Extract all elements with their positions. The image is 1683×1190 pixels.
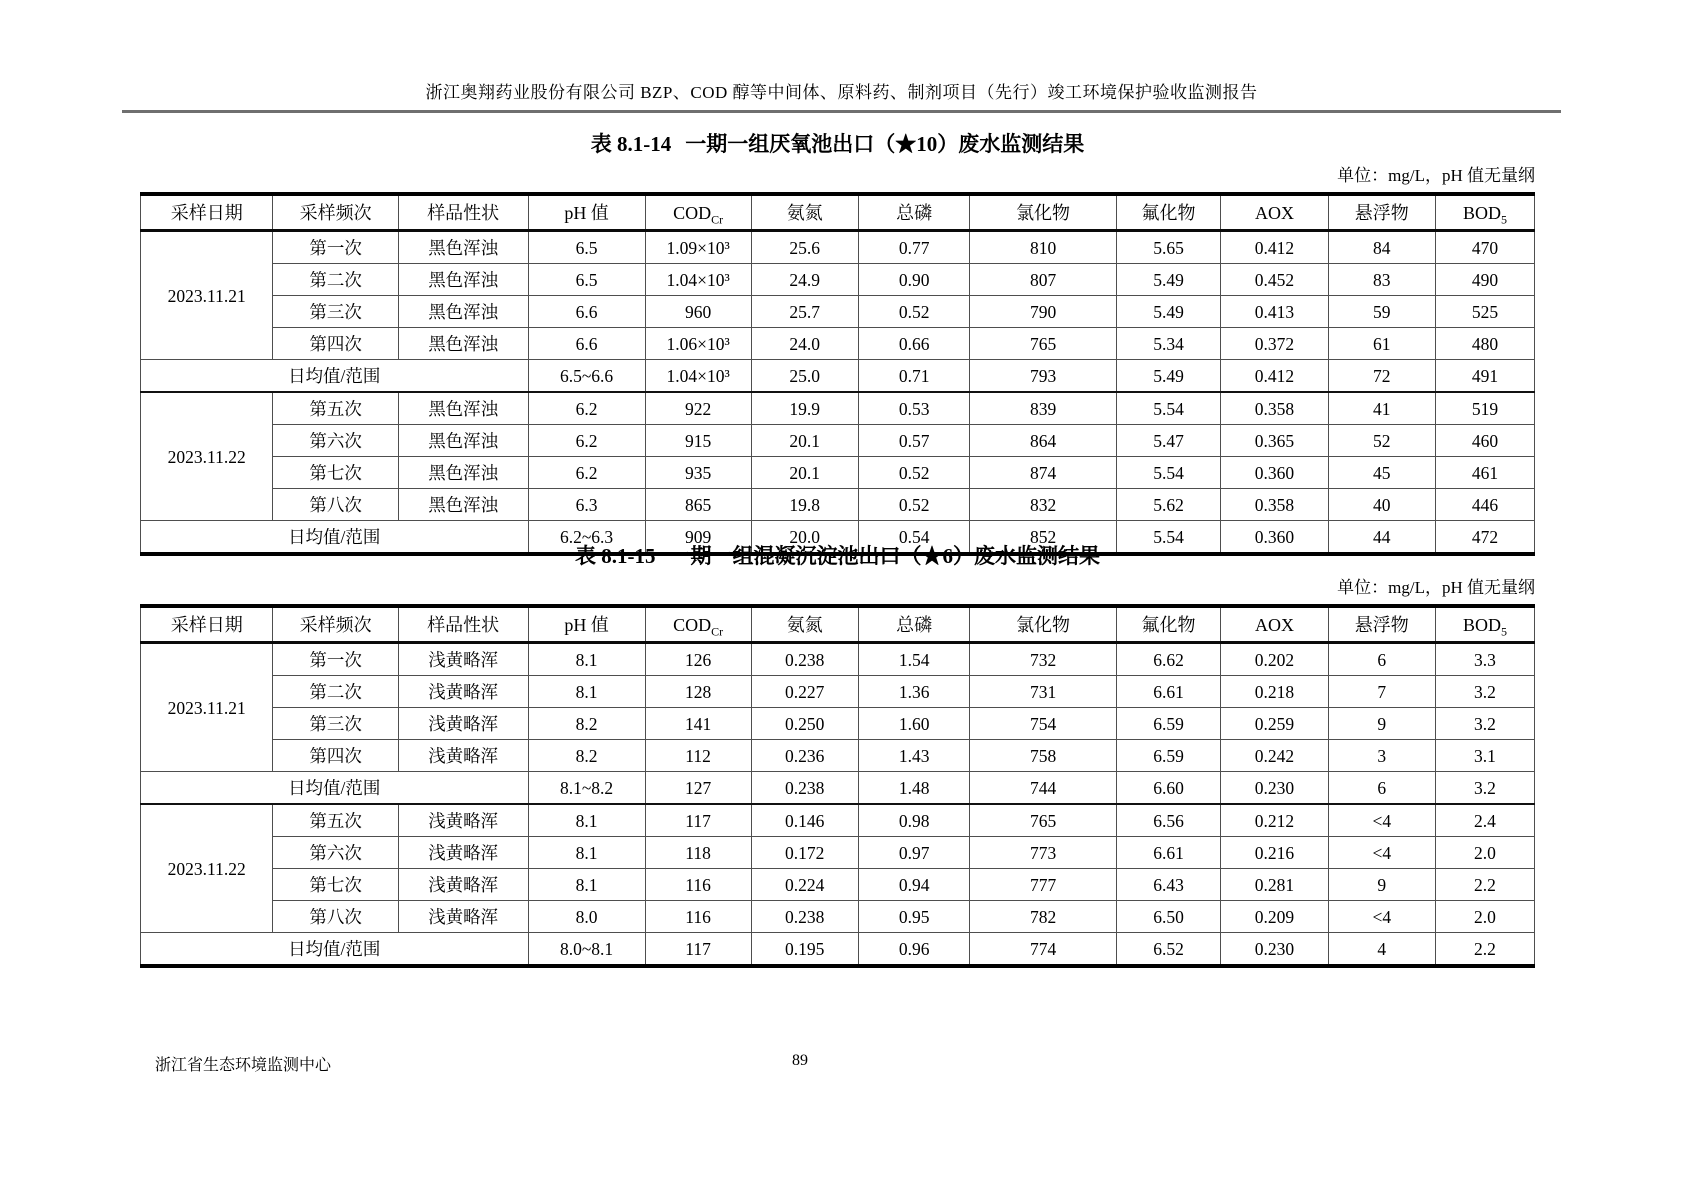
value-cell: 5.54 <box>1116 392 1221 425</box>
value-cell: 0.96 <box>858 933 970 967</box>
table-row <box>141 425 1535 457</box>
value-cell: 765 <box>970 804 1116 837</box>
value-cell: 0.77 <box>858 231 970 264</box>
table-row <box>141 264 1535 296</box>
value-cell: <4 <box>1328 804 1435 837</box>
value-cell: 1.43 <box>858 740 970 772</box>
value-cell: 112 <box>645 740 751 772</box>
value-cell: 8.2 <box>528 708 645 740</box>
value-cell: 40 <box>1328 489 1435 521</box>
table-header-row <box>141 606 1535 643</box>
table-title <box>140 131 1535 157</box>
value-cell: 8.0~8.1 <box>528 933 645 967</box>
value-cell: 6.59 <box>1116 708 1221 740</box>
daily-average-row <box>141 772 1535 805</box>
sample-frequency-cell: 第三次 <box>273 296 398 328</box>
table-row <box>141 231 1535 264</box>
value-cell: 8.1 <box>528 804 645 837</box>
value-cell: 25.6 <box>751 231 858 264</box>
value-cell: 0.413 <box>1221 296 1328 328</box>
value-cell: 44 <box>1328 521 1435 555</box>
value-cell: 5.54 <box>1116 521 1221 555</box>
column-header: $COD_{Cr}$ <box>645 194 751 231</box>
table-title-text: 一期一组混凝沉淀池出口（★6）废水监测结果 <box>669 544 1100 568</box>
value-cell: 0.360 <box>1221 457 1328 489</box>
page-number: 89 <box>792 1052 808 1069</box>
footer-organization: 浙江省生态环境监测中心 <box>155 1057 332 1074</box>
column-header: 采样日期 <box>141 606 273 643</box>
value-cell: 491 <box>1435 360 1534 393</box>
value-cell: 5.49 <box>1116 296 1221 328</box>
value-cell: 790 <box>970 296 1116 328</box>
column-header: 采样日期 <box>141 194 273 231</box>
column-header: 氯化物 <box>970 194 1116 231</box>
value-cell: 1.48 <box>858 772 970 805</box>
value-cell: 24.0 <box>751 328 858 360</box>
value-cell: 0.412 <box>1221 360 1328 393</box>
value-cell: 41 <box>1328 392 1435 425</box>
value-cell: 960 <box>645 296 751 328</box>
value-cell: 832 <box>970 489 1116 521</box>
value-cell: 5.34 <box>1116 328 1221 360</box>
value-cell: 874 <box>970 457 1116 489</box>
sample-frequency-cell: 第二次 <box>273 264 398 296</box>
value-cell: 84 <box>1328 231 1435 264</box>
value-cell: 852 <box>970 521 1116 555</box>
sample-appearance-cell: 黑色浑浊 <box>398 264 528 296</box>
value-cell: 472 <box>1435 521 1534 555</box>
value-cell: 6.52 <box>1116 933 1221 967</box>
value-cell: 9 <box>1328 869 1435 901</box>
value-cell: 0.236 <box>751 740 858 772</box>
value-cell: 519 <box>1435 392 1534 425</box>
sample-date-cell: 2023.11.21 <box>141 643 273 772</box>
value-cell: 0.216 <box>1221 837 1328 869</box>
value-cell: 0.238 <box>751 643 858 676</box>
column-header: 总磷 <box>858 606 970 643</box>
value-cell: 0.202 <box>1221 643 1328 676</box>
value-cell: 0.52 <box>858 296 970 328</box>
value-cell: 0.452 <box>1221 264 1328 296</box>
value-cell: 490 <box>1435 264 1534 296</box>
daily-average-row <box>141 360 1535 393</box>
value-cell: 807 <box>970 264 1116 296</box>
value-cell: 754 <box>970 708 1116 740</box>
value-cell: 116 <box>645 869 751 901</box>
value-cell: 480 <box>1435 328 1534 360</box>
sample-frequency-cell: 第二次 <box>273 676 398 708</box>
value-cell: 128 <box>645 676 751 708</box>
sample-appearance-cell: 黑色浑浊 <box>398 489 528 521</box>
report-header-title: 浙江奥翔药业股份有限公司 BZP、COD 醇等中间体、原料药、制剂项目（先行）竣工环境保护验收监测报告 <box>425 83 1258 102</box>
value-cell: 0.230 <box>1221 933 1328 967</box>
value-cell: 0.250 <box>751 708 858 740</box>
value-cell: 3.3 <box>1435 643 1534 676</box>
value-cell: 8.1 <box>528 643 645 676</box>
sample-appearance-cell: 黑色浑浊 <box>398 328 528 360</box>
value-cell: 460 <box>1435 425 1534 457</box>
sample-frequency-cell: 第四次 <box>273 740 398 772</box>
value-cell: 83 <box>1328 264 1435 296</box>
value-cell: 20.0 <box>751 521 858 555</box>
sample-appearance-cell: 黑色浑浊 <box>398 392 528 425</box>
value-cell: 1.36 <box>858 676 970 708</box>
value-cell: 0.230 <box>1221 772 1328 805</box>
value-cell: 45 <box>1328 457 1435 489</box>
value-cell: 731 <box>970 676 1116 708</box>
value-cell: 0.146 <box>751 804 858 837</box>
column-header: 总磷 <box>858 194 970 231</box>
value-cell: 52 <box>1328 425 1435 457</box>
table-row <box>141 837 1535 869</box>
table-number: 表 8.1-14 <box>590 132 672 156</box>
value-cell: 0.57 <box>858 425 970 457</box>
value-cell: 2.2 <box>1435 933 1534 967</box>
sample-date-cell: 2023.11.22 <box>141 804 273 933</box>
value-cell: 3.2 <box>1435 676 1534 708</box>
value-cell: 6.6 <box>528 296 645 328</box>
sample-frequency-cell: 第四次 <box>273 328 398 360</box>
value-cell: 0.372 <box>1221 328 1328 360</box>
value-cell: 2.2 <box>1435 869 1534 901</box>
value-cell: 2.0 <box>1435 837 1534 869</box>
sample-frequency-cell: 第六次 <box>273 425 398 457</box>
sample-appearance-cell: 浅黄略浑 <box>398 740 528 772</box>
sample-appearance-cell: 浅黄略浑 <box>398 869 528 901</box>
value-cell: 0.242 <box>1221 740 1328 772</box>
column-header: 氨氮 <box>751 194 858 231</box>
value-cell: 8.1 <box>528 837 645 869</box>
header-divider-rule <box>122 110 1561 113</box>
sample-frequency-cell: 第五次 <box>273 392 398 425</box>
value-cell: 922 <box>645 392 751 425</box>
daily-average-label: 日均值/范围 <box>141 360 529 393</box>
sample-appearance-cell: 黑色浑浊 <box>398 231 528 264</box>
value-cell: 5.49 <box>1116 264 1221 296</box>
table-title <box>140 543 1535 569</box>
value-cell: 6.50 <box>1116 901 1221 933</box>
value-cell: 765 <box>970 328 1116 360</box>
value-cell: 9 <box>1328 708 1435 740</box>
value-cell: 0.224 <box>751 869 858 901</box>
value-cell: 1.04×10³ <box>645 360 751 393</box>
column-header: pH 值 <box>528 606 645 643</box>
value-cell: 0.172 <box>751 837 858 869</box>
column-header: 采样频次 <box>273 194 398 231</box>
value-cell: 116 <box>645 901 751 933</box>
value-cell: 141 <box>645 708 751 740</box>
value-cell: 6.43 <box>1116 869 1221 901</box>
column-header: 样品性状 <box>398 194 528 231</box>
value-cell: 8.1 <box>528 676 645 708</box>
value-cell: 5.62 <box>1116 489 1221 521</box>
value-cell: 6.61 <box>1116 676 1221 708</box>
column-header: 氟化物 <box>1116 606 1221 643</box>
daily-average-label: 日均值/范围 <box>141 933 529 967</box>
value-cell: 810 <box>970 231 1116 264</box>
value-cell: 0.52 <box>858 457 970 489</box>
value-cell: 0.71 <box>858 360 970 393</box>
value-cell: 0.238 <box>751 901 858 933</box>
sample-appearance-cell: 黑色浑浊 <box>398 296 528 328</box>
value-cell: 20.1 <box>751 425 858 457</box>
daily-average-label: 日均值/范围 <box>141 772 529 805</box>
sample-appearance-cell: 黑色浑浊 <box>398 457 528 489</box>
value-cell: 3.2 <box>1435 708 1534 740</box>
value-cell: 5.47 <box>1116 425 1221 457</box>
column-header: 采样频次 <box>273 606 398 643</box>
value-cell: 0.53 <box>858 392 970 425</box>
value-cell: 0.97 <box>858 837 970 869</box>
table-header-row <box>141 194 1535 231</box>
value-cell: 5.54 <box>1116 457 1221 489</box>
sample-date-cell: 2023.11.22 <box>141 392 273 521</box>
value-cell: 6.5 <box>528 264 645 296</box>
column-header: AOX <box>1221 606 1328 643</box>
value-cell: 8.1~8.2 <box>528 772 645 805</box>
table-section-8-1-14 <box>140 131 1535 556</box>
value-cell: 744 <box>970 772 1116 805</box>
value-cell: 6 <box>1328 643 1435 676</box>
column-header: $BOD_5$ <box>1435 606 1534 643</box>
unit-note: 单位：mg/L，pH 值无量纲 <box>1337 578 1535 597</box>
column-header: 悬浮物 <box>1328 194 1435 231</box>
value-cell: 6.2~6.3 <box>528 521 645 555</box>
table-number: 表 8.1-15 <box>575 544 656 568</box>
value-cell: 8.1 <box>528 869 645 901</box>
value-cell: 20.1 <box>751 457 858 489</box>
table-row <box>141 392 1535 425</box>
value-cell: 117 <box>645 804 751 837</box>
value-cell: 6.60 <box>1116 772 1221 805</box>
table-row <box>141 901 1535 933</box>
sample-appearance-cell: 浅黄略浑 <box>398 708 528 740</box>
value-cell: 8.0 <box>528 901 645 933</box>
sample-date-cell: 2023.11.21 <box>141 231 273 360</box>
value-cell: 0.95 <box>858 901 970 933</box>
value-cell: 461 <box>1435 457 1534 489</box>
table-row <box>141 328 1535 360</box>
value-cell: 8.2 <box>528 740 645 772</box>
value-cell: 1.06×10³ <box>645 328 751 360</box>
table-row <box>141 740 1535 772</box>
value-cell: 6.5~6.6 <box>528 360 645 393</box>
value-cell: 1.04×10³ <box>645 264 751 296</box>
value-cell: 0.259 <box>1221 708 1328 740</box>
table-row <box>141 643 1535 676</box>
table-row <box>141 676 1535 708</box>
value-cell: 6.59 <box>1116 740 1221 772</box>
value-cell: 0.360 <box>1221 521 1328 555</box>
sample-appearance-cell: 浅黄略浑 <box>398 676 528 708</box>
sample-appearance-cell: 浅黄略浑 <box>398 901 528 933</box>
value-cell: 773 <box>970 837 1116 869</box>
value-cell: 758 <box>970 740 1116 772</box>
value-cell: 72 <box>1328 360 1435 393</box>
value-cell: 0.98 <box>858 804 970 837</box>
value-cell: 6.6 <box>528 328 645 360</box>
value-cell: 6 <box>1328 772 1435 805</box>
table-title-text: 一期一组厌氧池出口（★10）废水监测结果 <box>685 132 1085 156</box>
value-cell: 1.54 <box>858 643 970 676</box>
table-row <box>141 489 1535 521</box>
value-cell: 732 <box>970 643 1116 676</box>
value-cell: 3.1 <box>1435 740 1534 772</box>
value-cell: 0.195 <box>751 933 858 967</box>
column-header: 氯化物 <box>970 606 1116 643</box>
sample-frequency-cell: 第五次 <box>273 804 398 837</box>
value-cell: 118 <box>645 837 751 869</box>
value-cell: 864 <box>970 425 1116 457</box>
sample-appearance-cell: 浅黄略浑 <box>398 804 528 837</box>
value-cell: 782 <box>970 901 1116 933</box>
value-cell: 0.281 <box>1221 869 1328 901</box>
value-cell: 0.212 <box>1221 804 1328 837</box>
value-cell: 19.8 <box>751 489 858 521</box>
value-cell: 909 <box>645 521 751 555</box>
sample-frequency-cell: 第一次 <box>273 643 398 676</box>
sample-frequency-cell: 第八次 <box>273 901 398 933</box>
table-row <box>141 804 1535 837</box>
value-cell: 6.2 <box>528 425 645 457</box>
value-cell: 2.4 <box>1435 804 1534 837</box>
sample-frequency-cell: 第七次 <box>273 869 398 901</box>
sample-frequency-cell: 第三次 <box>273 708 398 740</box>
value-cell: 0.90 <box>858 264 970 296</box>
value-cell: 0.358 <box>1221 489 1328 521</box>
value-cell: 6.5 <box>528 231 645 264</box>
value-cell: 3 <box>1328 740 1435 772</box>
sample-frequency-cell: 第七次 <box>273 457 398 489</box>
value-cell: 0.209 <box>1221 901 1328 933</box>
value-cell: 525 <box>1435 296 1534 328</box>
sample-frequency-cell: 第八次 <box>273 489 398 521</box>
value-cell: 24.9 <box>751 264 858 296</box>
value-cell: 839 <box>970 392 1116 425</box>
value-cell: 25.0 <box>751 360 858 393</box>
value-cell: 7 <box>1328 676 1435 708</box>
column-header: AOX <box>1221 194 1328 231</box>
value-cell: 0.238 <box>751 772 858 805</box>
column-header: pH 值 <box>528 194 645 231</box>
value-cell: 4 <box>1328 933 1435 967</box>
value-cell: 59 <box>1328 296 1435 328</box>
daily-average-row <box>141 933 1535 967</box>
value-cell: 1.60 <box>858 708 970 740</box>
value-cell: 0.358 <box>1221 392 1328 425</box>
value-cell: 19.9 <box>751 392 858 425</box>
value-cell: 0.365 <box>1221 425 1328 457</box>
monitoring-table <box>140 192 1535 556</box>
column-header: 氟化物 <box>1116 194 1221 231</box>
value-cell: 6.2 <box>528 392 645 425</box>
value-cell: 935 <box>645 457 751 489</box>
value-cell: 6.2 <box>528 457 645 489</box>
value-cell: 915 <box>645 425 751 457</box>
sample-frequency-cell: 第一次 <box>273 231 398 264</box>
value-cell: 6.3 <box>528 489 645 521</box>
value-cell: 0.54 <box>858 521 970 555</box>
value-cell: 117 <box>645 933 751 967</box>
table-row <box>141 708 1535 740</box>
value-cell: 865 <box>645 489 751 521</box>
monitoring-table <box>140 604 1535 968</box>
sample-appearance-cell: 黑色浑浊 <box>398 425 528 457</box>
table-row <box>141 296 1535 328</box>
column-header: $BOD_5$ <box>1435 194 1534 231</box>
value-cell: 0.412 <box>1221 231 1328 264</box>
column-header: 悬浮物 <box>1328 606 1435 643</box>
value-cell: 470 <box>1435 231 1534 264</box>
column-header: 样品性状 <box>398 606 528 643</box>
value-cell: 0.227 <box>751 676 858 708</box>
value-cell: 126 <box>645 643 751 676</box>
sample-appearance-cell: 浅黄略浑 <box>398 643 528 676</box>
value-cell: 127 <box>645 772 751 805</box>
value-cell: 774 <box>970 933 1116 967</box>
sample-frequency-cell: 第六次 <box>273 837 398 869</box>
daily-average-label: 日均值/范围 <box>141 521 529 555</box>
value-cell: 5.65 <box>1116 231 1221 264</box>
value-cell: 5.49 <box>1116 360 1221 393</box>
table-row <box>141 457 1535 489</box>
value-cell: 6.56 <box>1116 804 1221 837</box>
column-header: 氨氮 <box>751 606 858 643</box>
value-cell: 0.94 <box>858 869 970 901</box>
value-cell: 793 <box>970 360 1116 393</box>
value-cell: 61 <box>1328 328 1435 360</box>
value-cell: 3.2 <box>1435 772 1534 805</box>
sample-appearance-cell: 浅黄略浑 <box>398 837 528 869</box>
value-cell: 6.61 <box>1116 837 1221 869</box>
value-cell: 1.09×10³ <box>645 231 751 264</box>
value-cell: 0.218 <box>1221 676 1328 708</box>
column-header: $COD_{Cr}$ <box>645 606 751 643</box>
table-row <box>141 869 1535 901</box>
value-cell: <4 <box>1328 837 1435 869</box>
table-section-8-1-15 <box>140 543 1535 968</box>
value-cell: <4 <box>1328 901 1435 933</box>
value-cell: 25.7 <box>751 296 858 328</box>
value-cell: 2.0 <box>1435 901 1534 933</box>
value-cell: 0.66 <box>858 328 970 360</box>
value-cell: 777 <box>970 869 1116 901</box>
unit-note: 单位：mg/L，pH 值无量纲 <box>1337 166 1535 185</box>
value-cell: 446 <box>1435 489 1534 521</box>
value-cell: 6.62 <box>1116 643 1221 676</box>
value-cell: 0.52 <box>858 489 970 521</box>
